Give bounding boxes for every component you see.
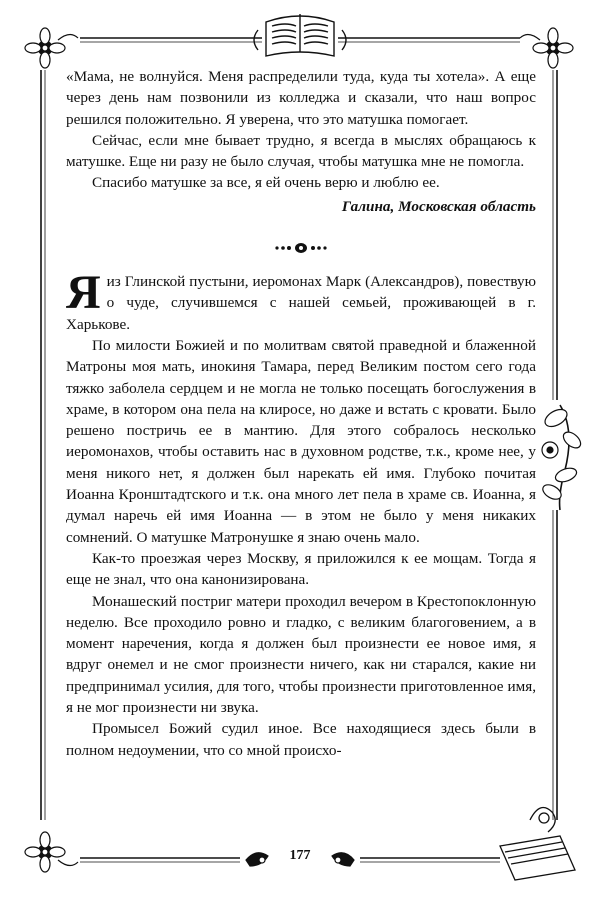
- flower-corner-top-right-icon: [520, 28, 573, 68]
- drop-cap: Я: [66, 266, 101, 320]
- paragraph-text: из Глинской пустыни, иеромонах Марк (Александров), повествую о чуде, случившемся с нашей семьей, проживающей в г. Харькове.: [66, 273, 536, 333]
- flower-corner-top-left-icon: [25, 28, 78, 68]
- paragraph: Монашеский постриг матери проходил вечером в Крестопоклонную неделю. Все проходило ровно и гладко, с великим благоговением, а в момент наречения, когда я должен был произнести ее новое имя, я вдруг онемел и не смог произнести ничего, как ни старался, какие ни предпринимал усилия, для того, чтобы произнести приготовленное имя, я не мог произнести ни звука.: [66, 592, 536, 717]
- page-number: 177: [289, 848, 311, 863]
- paragraph: Спасибо матушке за все, я ей очень верю и люблю ее.: [92, 174, 440, 192]
- signature: Галина, Московская область: [341, 197, 536, 215]
- paragraph: Промысел Божий судил иное. Все находящиеся здесь были в полном недоумении, что со мной происхо-: [66, 720, 536, 759]
- paragraph: «Мама, не волнуйся. Меня распределили туда, куда ты хотела». А еще через день нам позвонили из колледжа и сказали, что наш вопрос решился положительно. Я уверена, что это матушка помогает.: [66, 68, 536, 128]
- book-emblem-icon: [254, 14, 346, 56]
- paragraph-with-dropcap: [66, 266, 536, 335]
- section-divider: [66, 231, 536, 265]
- paragraph: Сейчас, если мне бывает трудно, я всегда в мыслях обращаюсь к матушке. Еще ни разу не было случая, чтобы матушка мне не помогла.: [66, 131, 536, 171]
- paragraph: По милости Божией и по молитвам святой праведной и блаженной Матроны моя мать, инокиня Тамара, перед Великим постом сего года тяжко заболела сердцем и не могла не только посещать богослужения в храме, в котором она пела на клиросе, но даже и встать с кровати. Было решено постричь ее в мантию. Для этого собралось несколько иеромонахов, чтобы оставить нас в духовном родстве, т.к., кроме нее, у меня никого нет, я должен был нарекать ей имя. Глубоко почитая Иоанна Кронштадтского и т.к. она много лет пела в храме св. Иоанна, я думал наречь ей имя Иоанна — в этом не было у меня никаких сомнений. О матушке Матронушке я знаю очень мало.: [66, 336, 536, 546]
- divider-ornament-icon: [271, 241, 331, 255]
- book-corner-bottom-right-icon: [500, 808, 575, 881]
- paragraph: Как-то проезжая через Москву, я приложился к ее мощам. Тогда я еще не знал, что она канонизирована.: [66, 549, 536, 589]
- page-text-block: [66, 66, 536, 761]
- floral-spray-right-icon: [540, 405, 583, 510]
